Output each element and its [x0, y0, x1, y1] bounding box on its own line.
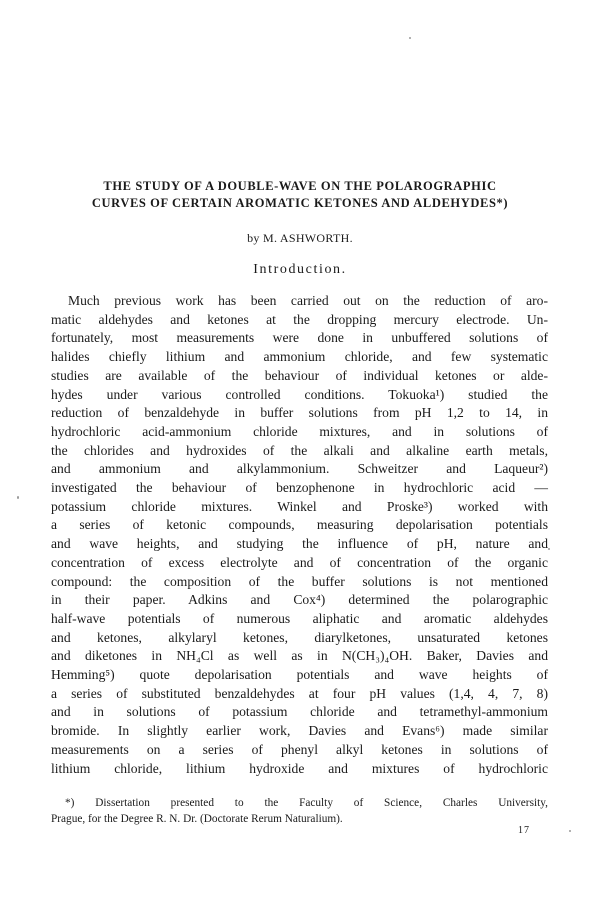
text-line: lithium chloride, lithium hydroxide and mixtures of hydrochloric: [51, 760, 548, 776]
text-line: Hemming⁵) quote depolarisation potentials and wave heights of: [51, 667, 548, 683]
article-title: [40, 178, 560, 212]
text-line: and wave heights, and studying the influence of pH, nature and: [51, 536, 548, 552]
scan-speck: [17, 496, 19, 499]
text-line: bromide. In slightly earlier work, Davies and Evans⁶) made similar: [51, 723, 548, 739]
text-line: hydes under various controlled conditions. Tokuoka¹) studied the: [51, 386, 548, 402]
text-line: and ketones, alkylaryl ketones, diarylketones, unsaturated ketones: [51, 629, 548, 645]
scan-speck: [569, 830, 571, 832]
footnote: [51, 795, 548, 827]
text-line: a series of substituted benzaldehydes at four pH values (1,4, 4, 7, 8): [51, 685, 548, 701]
footnote-line: *) Dissertation presented to the Faculty of Science, Charles University,: [65, 797, 548, 809]
text-line: the chlorides and hydroxides of the alkali and alkaline earth metals,: [51, 442, 548, 458]
text-line: in their paper. Adkins and Cox⁴) determined the polarographic: [51, 592, 548, 608]
section-heading: Introduction.: [253, 262, 347, 277]
text-line: half-wave potentials of numerous aliphatic and aromatic aldehydes: [51, 610, 548, 626]
page-number: 17: [518, 825, 530, 836]
text-line: studies are available of the behaviour of individual ketones or alde-: [51, 367, 548, 383]
author-byline: by M. ASHWORTH.: [247, 231, 353, 245]
text-line: compound: the composition of the buffer solutions is not mentioned: [51, 573, 548, 589]
text-line: and ammonium and alkylammonium. Schweitzer and Laqueur²): [51, 461, 548, 477]
text-line: hydrochloric acid-ammonium chloride mixtures, and in solutions of: [51, 423, 548, 439]
title-line: THE STUDY OF A DOUBLE-WAVE ON THE POLAROGRAPHIC: [103, 179, 497, 193]
text-line: measurements on a series of phenyl alkyl ketones in solutions of: [51, 741, 548, 757]
text-line: Much previous work has been carried out on the reduction of aro-: [68, 293, 548, 308]
scan-speck: [409, 37, 411, 39]
text-line: halides chiefly lithium and ammonium chloride, and few systematic: [51, 349, 548, 365]
text-line: potassium chloride mixtures. Winkel and Proske³) worked with: [51, 498, 548, 514]
text-line: investigated the behaviour of benzophenone in hydrochloric acid —: [51, 480, 548, 496]
text-line: and in solutions of potassium chloride and tetramethyl-ammonium: [51, 704, 548, 720]
footnote-line: Prague, for the Degree R. N. Dr. (Doctorate Rerum Naturalium).: [51, 813, 343, 825]
text-line: concentration of excess electrolyte and of concentration of the organic: [51, 554, 548, 570]
text-line: and diketones in NH₄Cl as well as in N(CH₃)₄OH. Baker, Davies and: [51, 648, 548, 664]
body-paragraph: [51, 292, 548, 778]
text-line: fortunately, most measurements were done in unbuffered solutions of: [51, 330, 548, 346]
text-line: a series of ketonic compounds, measuring depolarisation potentials: [51, 517, 548, 533]
text-line: matic aldehydes and ketones at the dropping mercury electrode. Un-: [51, 311, 548, 327]
text-line: reduction of benzaldehyde in buffer solutions from pH 1,2 to 14, in: [51, 405, 548, 421]
scan-speck: [548, 548, 550, 550]
title-line: CURVES OF CERTAIN AROMATIC KETONES AND ALDEHYDES*): [91, 196, 509, 210]
